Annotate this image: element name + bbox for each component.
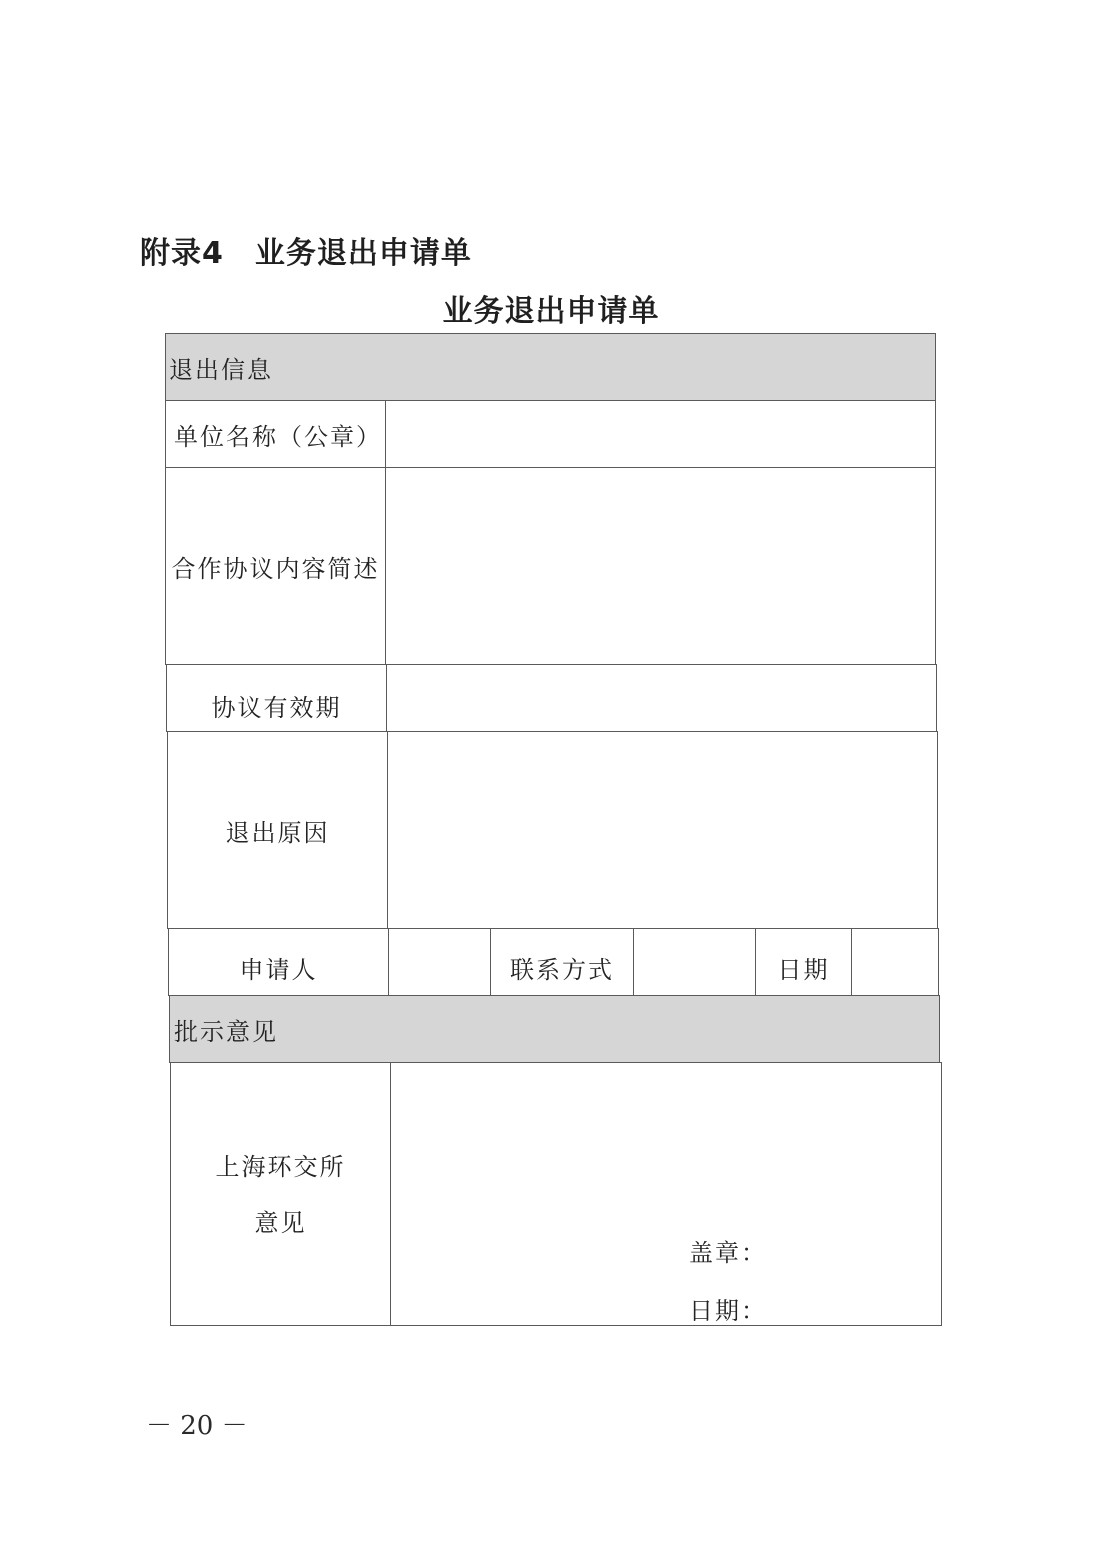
- approval-org-label-line2: 意见: [254, 1209, 307, 1237]
- validity-period-label: 协议有效期: [211, 694, 342, 722]
- appendix-heading: 附录4 业务退出申请单: [140, 236, 472, 271]
- date-label-cell: [755, 928, 852, 996]
- section-label-approval: 批示意见: [174, 1017, 278, 1046]
- validity-period-field[interactable]: [386, 664, 937, 732]
- date-label: 日期: [777, 956, 830, 984]
- approval-opinion-field[interactable]: [390, 1062, 942, 1326]
- unit-name-label-cell: [165, 400, 386, 468]
- agreement-summary-label-cell: [165, 467, 386, 665]
- unit-name-field[interactable]: [385, 400, 936, 468]
- approval-org-label-line1: 上海环交所: [215, 1153, 346, 1181]
- form-title: 业务退出申请单: [442, 294, 660, 329]
- contact-label: 联系方式: [510, 956, 614, 984]
- unit-name-label: 单位名称（公章）: [174, 422, 382, 451]
- contact-field[interactable]: [633, 928, 756, 996]
- approval-org-label-cell: [170, 1062, 391, 1326]
- exit-reason-label: 退出原因: [225, 818, 330, 847]
- section-header-approval: [169, 995, 940, 1063]
- applicant-field[interactable]: [388, 928, 491, 996]
- seal-label: 盖章：: [689, 1239, 767, 1267]
- applicant-label: 申请人: [239, 956, 318, 984]
- section-header-exit-info: [165, 333, 936, 401]
- exit-reason-label-cell: [167, 731, 388, 929]
- date-field[interactable]: [851, 928, 939, 996]
- approval-date-label: 日期：: [689, 1297, 767, 1325]
- contact-label-cell: [490, 928, 634, 996]
- agreement-summary-field[interactable]: [385, 467, 936, 665]
- exit-reason-field[interactable]: [387, 731, 938, 929]
- applicant-label-cell: [168, 928, 389, 996]
- section-label-exit-info: 退出信息: [169, 355, 273, 384]
- agreement-summary-label: 合作协议内容简述: [171, 554, 380, 583]
- page-number: － 20 －: [146, 1411, 248, 1441]
- validity-period-label-cell: [166, 664, 387, 732]
